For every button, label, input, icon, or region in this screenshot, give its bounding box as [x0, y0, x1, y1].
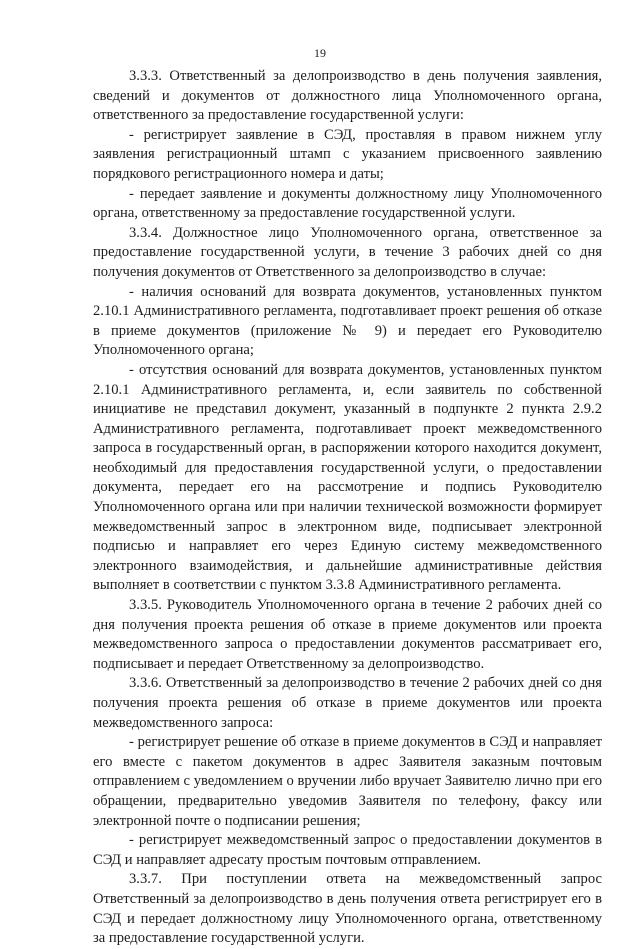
paragraph-grounds-for-return: - наличия оснований для возврата документов, установленных пунктом 2.10.1 Административного регламента, подготавливает проект решения об отказе в приеме документов (приложение № 9) и передает его Руководителю Уполномоченного органа; — [93, 283, 602, 359]
document-body — [93, 67, 602, 949]
paragraph-3-3-3: 3.3.3. Ответственный за делопроизводство в день получения заявления, сведений и документов от должностного лица Уполномоченного органа, ответственного за предоставление государственной услуги: — [93, 68, 602, 124]
page-number: 19 — [314, 46, 326, 60]
paragraph-registers-application: - регистрирует заявление в СЭД, проставляя в правом нижнем углу заявления регистрационный штамп с указанием присвоенного заявлению порядкового регистрационного номера и даты; — [93, 126, 602, 182]
paragraph-registers-refusal: - регистрирует решение об отказе в приеме документов в СЭД и направляет его вместе с пакетом документов в адрес Заявителя заказным почтовым отправлением с уведомлением о вручении либо вручает Заявителю лично при его обращении, предварительно уведомив Заявителя по телефону, факсу или электронной почте о подписании решения; — [93, 734, 602, 829]
paragraph-3-3-7: 3.3.7. При поступлении ответа на межведомственный запрос Ответственный за делопроизводство в день получения ответа регистрирует его в СЭД и передает должностному лицу Уполномоченного органа, ответственному за предоставление государственной услуги. — [93, 871, 602, 947]
paragraph-3-3-5: 3.3.5. Руководитель Уполномоченного органа в течение 2 рабочих дней со дня получения проекта решения об отказе в приеме документов или проекта межведомственного запроса о предоставлении документов рассматривает его, подписывает и передает Ответственному за делопроизводство. — [93, 597, 602, 672]
paragraph-registers-request: - регистрирует межведомственный запрос о предоставлении документов в СЭД и направляет адресату простым почтовым отправлением. — [93, 832, 602, 868]
paragraph-transfers-application: - передает заявление и документы должностному лицу Уполномоченного органа, ответственному за предоставление государственной услуги. — [93, 185, 602, 222]
paragraph-3-3-4: 3.3.4. Должностное лицо Уполномоченного органа, ответственное за предоставление государственной услуги, в течение 3 рабочих дней со дня получения документов от Ответственного за делопроизводство в случае: — [93, 224, 602, 280]
paragraph-3-3-6: 3.3.6. Ответственный за делопроизводство в течение 2 рабочих дней со дня получения проекта решения об отказе в приеме документов или проекта межведомственного запроса: — [93, 675, 602, 731]
paragraph-no-grounds-for-return: - отсутствия оснований для возврата документов, установленных пунктом 2.10.1 Административного регламента, и, если заявитель по собственной инициативе не представил документ, указанный в подпункте 2 пункта 2.9.2 Административного регламента, подготавливает проект межведомственного запроса в государственный орган, в распоряжении которого находится документ, необходимый для предоставления государственной услуги, о предоставлении документа, передает его на рассмотрение и подпись Руководителю Уполномоченного органа или при наличии технической возможности формирует межведомственный запрос в электронном виде, подписывает электронной подписью и направляет его через Единую систему межведомственного электронного взаимодействия, и дальнейшие административные действия выполняет в соответствии с пунктом 3.3.8 Административного регламента. — [93, 361, 602, 594]
